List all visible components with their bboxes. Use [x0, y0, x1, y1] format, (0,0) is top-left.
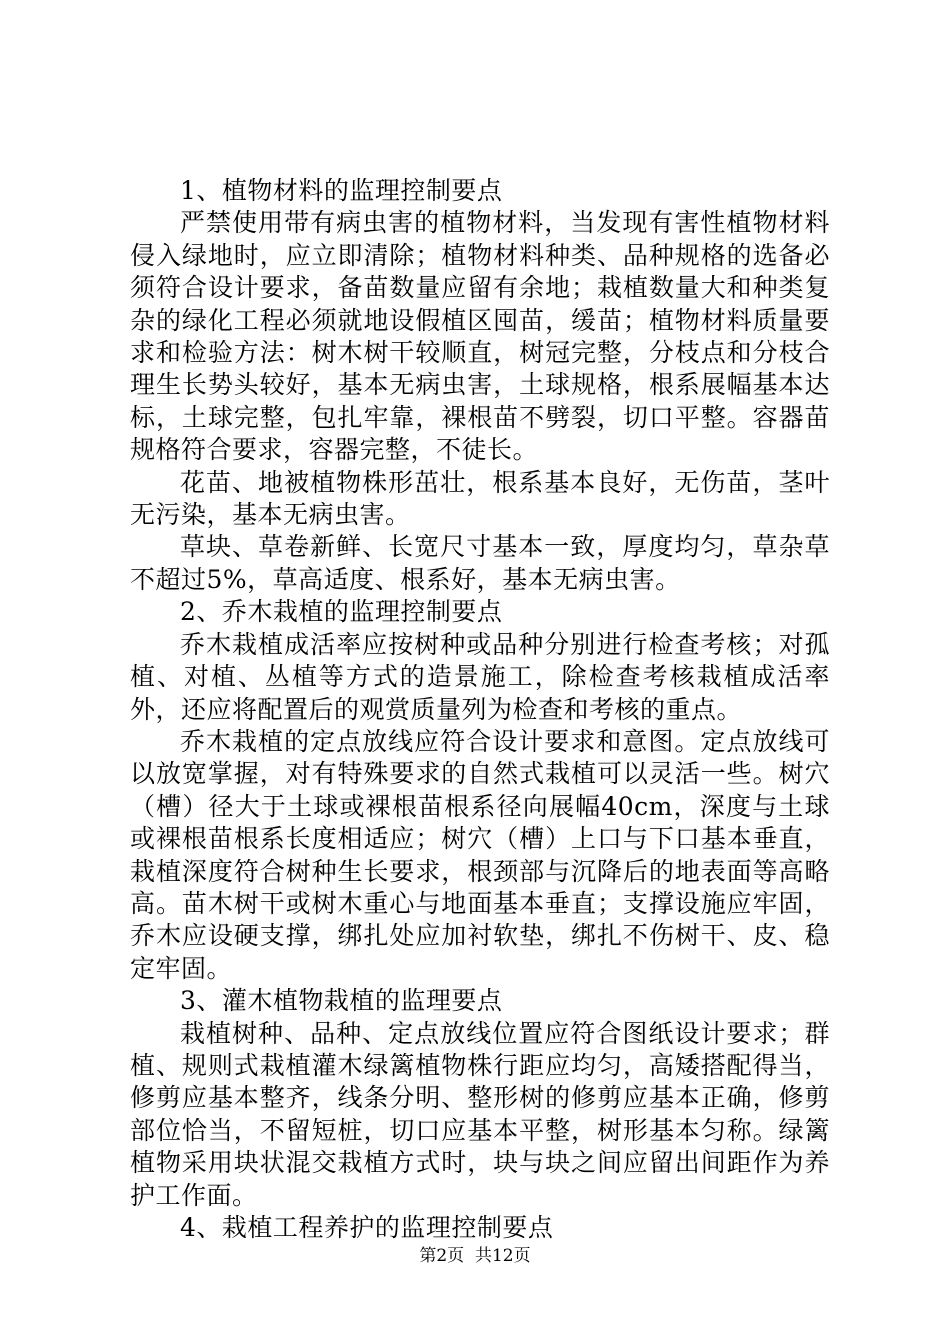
paragraph-plant-materials: 严禁使用带有病虫害的植物材料，当发现有害性植物材料侵入绿地时，应立即清除；植物材料种类、品种规格的选备必须符合设计要求，备苗数量应留有余地；栽植数量大和种类复杂的绿化工程必须就地设假植区囤苗，缓苗；植物材料质量要求和检验方法：树木树干较顺直，树冠完整，分枝点和分枝合理生长势头较好，基本无病虫害，土球规格，根系展幅基本达标，土球完整，包扎牢靠，裸根苗不劈裂，切口平整。容器苗规格符合要求，容器完整，不徒长。	[130, 208, 830, 465]
paragraph-turf: 草块、草卷新鲜、长宽尺寸基本一致，厚度均匀，草杂草不超过5%，草高适度、根系好，基本无病虫害。	[130, 532, 830, 594]
paragraph-tree-layout: 乔木栽植的定点放线应符合设计要求和意图。定点放线可以放宽掌握，对有特殊要求的自然式栽植可以灵活一些。树穴（槽）径大于土球或裸根苗根系径向展幅40cm，深度与土球或裸根苗根系长度相适应；树穴（槽）上口与下口基本垂直，栽植深度符合树种生长要求，根颈部与沉降后的地表面等高略高。苗木树干或树木重心与地面基本垂直；支撑设施应牢固，乔木应设硬支撑，绑扎处应加衬软垫，绑扎不伤树干、皮、稳定牢固。	[130, 726, 830, 983]
paragraph-shrub-planting: 栽植树种、品种、定点放线位置应符合图纸设计要求；群植、规则式栽植灌木绿篱植物株行距应均匀，高矮搭配得当，修剪应基本整齐，线条分明、整形树的修剪应基本正确，修剪部位恰当，不留短桩，切口应基本平整，树形基本匀称。绿篱植物采用块状混交栽植方式时，块与块之间应留出间距作为养护工作面。	[130, 1018, 830, 1210]
heading-tree-planting: 2、乔木栽植的监理控制要点	[180, 597, 503, 627]
document-body	[130, 175, 830, 1244]
page-footer: 第2页 共12页	[419, 1246, 531, 1266]
heading-plant-materials: 1、植物材料的监理控制要点	[180, 176, 503, 205]
heading-shrub-planting: 3、灌木植物栽植的监理要点	[180, 986, 503, 1016]
paragraph-tree-survival: 乔木栽植成活率应按树种或品种分别进行检查考核；对孤植、对植、丛植等方式的造景施工，除检查考核栽植成活率外，还应将配置后的观赏质量列为检查和考核的重点。	[130, 629, 830, 724]
heading-maintenance: 4、栽植工程养护的监理控制要点	[180, 1213, 554, 1242]
paragraph-flower-seedlings: 花苗、地被植物株形茁壮，根系基本良好，无伤苗，茎叶无污染，基本无病虫害。	[130, 467, 830, 530]
